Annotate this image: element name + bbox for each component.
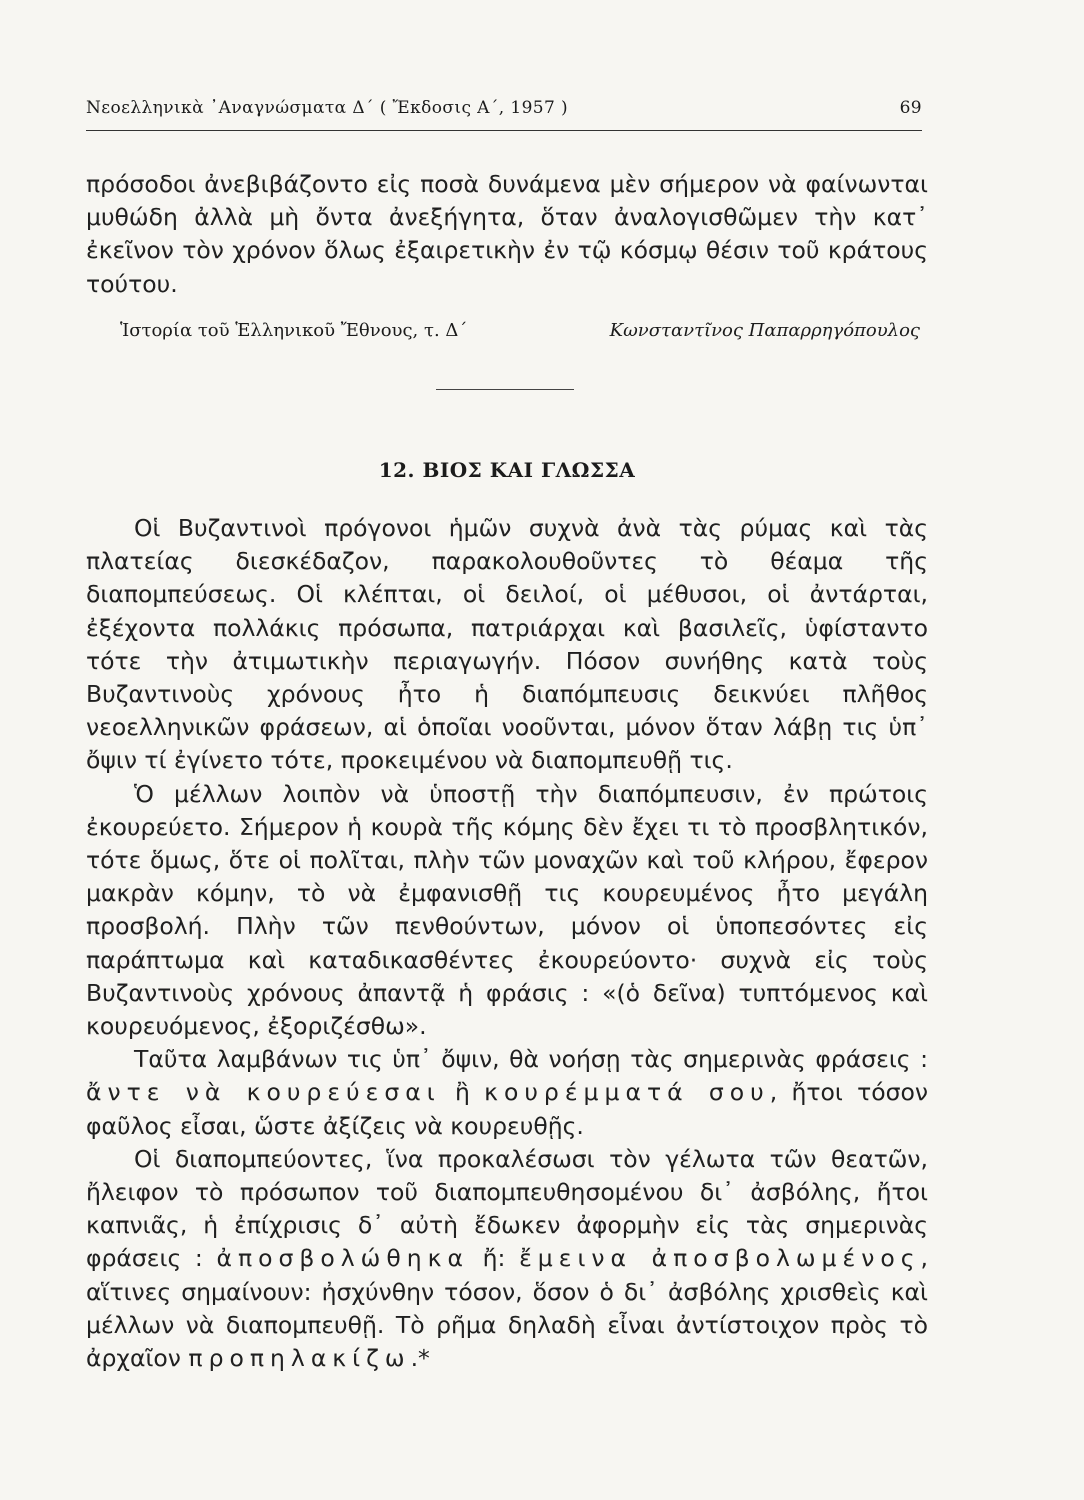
paragraph-4 [86, 1143, 928, 1375]
spaced-phrase: ἔμεινα ἀποσβολωμένος [519, 1244, 921, 1273]
running-title: Νεοελληνικὰ ᾿Αναγνώσματα Δ΄ ( Ἔκδοσις Α΄, 1957 ) [86, 98, 569, 118]
paragraph-4-mid: , αἵτινες σημαίνουν: ἠσχύνθην τόσον, ὅσον ὁ δι᾿ ἀσβόλης χρισθεὶς καὶ μέλλων νὰ διαπομπευθῇ. Τὸ ρῆμα δηλαδὴ εἶναι ἀντίστοιχον πρὸς τὸ ἀρχαῖον [86, 1244, 928, 1373]
paragraph-3 [86, 1043, 928, 1143]
paragraph-4-start: Οἱ διαπομπεύοντες, ἵνα προκαλέσωσι τὸν γέλωτα τῶν θεατῶν, ἤλειφον τὸ πρόσωπον τοῦ διαπομπευθησομένου δι᾿ ἀσβόλης, ἤτοι καπνιᾶς, ἡ ἐπίχρισις δ᾿ αὐτὴ ἔδωκεν ἀφορμὴν εἰς τὰς σημερινὰς φράσεις : [86, 1144, 928, 1273]
paragraph-1: Οἱ Βυζαντινοὶ πρόγονοι ἡμῶν συχνὰ ἀνὰ τὰς ρύμας καὶ τὰς πλατείας διεσκέδαζον, παρακολουθοῦντες τὸ θέαμα τῆς διαπομπεύσεως. Οἱ κλέπται, οἱ δειλοί, οἱ μέθυσοι, οἱ ἀντάρται, ἐξέχοντα πολλάκις πρόσωπα, πατριάρχαι καὶ βασιλεῖς, ὑφίσταντο τότε τὴν ἀτιμωτικὴν περιαγωγήν. Πόσον συνήθης κατὰ τοὺς Βυζαντινοὺς χρόνους ἦτο ἡ διαπόμπευσις δεικνύει πλῆθος νεοελληνικῶν φράσεων, αἱ ὁποῖαι νοοῦνται, μόνον ὅταν λάβῃ τις ὑπ᾿ ὄψιν τί ἐγίνετο τότε, προκειμένου νὰ διαπομπευθῇ τις. [86, 514, 928, 775]
paragraph-2: Ὁ μέλλων λοιπὸν νὰ ὑποστῇ τὴν διαπόμπευσιν, ἐν πρώτοις ἐκουρεύετο. Σήμερον ἡ κουρὰ τῆς κόμης δὲν ἔχει τι τὸ προσβλητικόν, τότε ὅμως, ὅτε οἱ πολῖται, πλὴν τῶν μοναχῶν καὶ τοῦ κλήρου, ἔφερον μακρὰν κόμην, τὸ νὰ ἐμφανισθῇ τις κουρευμένος ἦτο μεγάλη προσβολή. Πλὴν τῶν πενθούντων, μόνον οἱ ὑποπεσόντες εἰς παράπτωμα καὶ καταδικασθέντες ἐκουρεύοντο· συχνὰ εἰς τοὺς Βυζαντινοὺς χρόνους ἀπαντᾷ ἡ φράσις : «(ὁ δεῖνα) τυπτόμενος καὶ κουρευόμενος, ἐξοριζέσθω». [86, 779, 928, 1041]
section-title: 12. ΒΙΟΣ ΚΑΙ ΓΛΩΣΣΑ [378, 458, 636, 482]
spaced-phrase: προπηλακίζω [188, 1344, 411, 1373]
conjunction: ἢ [454, 1078, 470, 1107]
section-body [86, 512, 928, 1375]
spaced-phrase: κουρέμματά σου [484, 1078, 770, 1107]
paragraph-3-end: , ἤτοι τόσον φαῦλος εἶσαι, ὥστε ἀξίζεις νὰ κουρευθῇς. [86, 1078, 928, 1140]
running-header [86, 98, 922, 118]
conjunction: ἤ: [482, 1244, 506, 1273]
paragraph-4-end: .* [410, 1344, 430, 1373]
paragraph-text: πρόσοδοι ἀνεβιβάζοντο εἰς ποσὰ δυνάμενα μὲν σήμερον νὰ φαίνωνται μυθώδη ἀλλὰ μὴ ὄντα ἀνεξήγητα, ὅταν ἀναλογισθῶμεν τὴν κατ᾿ ἐκεῖνον τὸν χρόνον ὅλως ἐξαιρετικὴν ἐν τῷ κόσμῳ θέσιν τοῦ κράτους τούτου. [86, 170, 928, 298]
source-work: Ἱστορία τοῦ Ἑλληνικοῦ Ἔθνους, τ. Δ΄ [120, 320, 468, 341]
section-divider [436, 389, 574, 390]
header-rule [86, 130, 922, 131]
paragraph-3-start: Ταῦτα λαμβάνων τις ὑπ᾿ ὄψιν, θὰ νοήσῃ τὰς σημερινὰς φράσεις : [134, 1045, 928, 1074]
source-author: Κωνσταντῖνος Παπαρρηγόπουλος [609, 320, 920, 341]
spaced-phrase: ἄντε νὰ κουρεύεσαι [86, 1078, 441, 1107]
page-number: 69 [899, 98, 922, 118]
source-citation [120, 320, 920, 341]
spaced-phrase: ἀποσβολώθηκα [216, 1244, 469, 1273]
continued-paragraph [86, 168, 928, 301]
